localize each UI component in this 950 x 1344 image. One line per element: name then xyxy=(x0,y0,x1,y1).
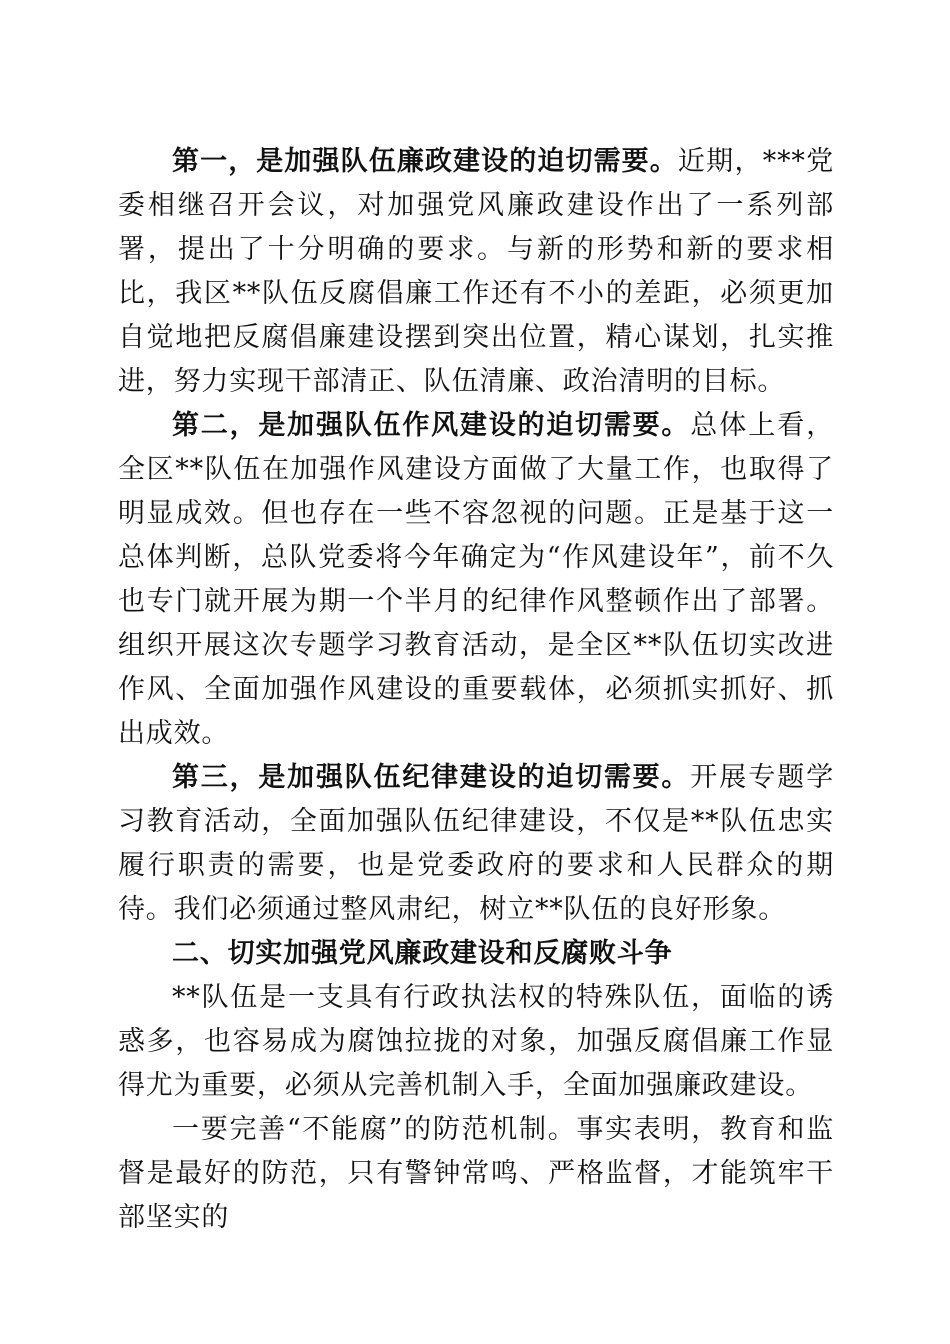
paragraph-second-lead: 第二，是加强队伍作风建设的迫切需要。 xyxy=(172,410,691,441)
section-paragraph-mechanism: 一要完善“不能腐”的防范机制。事实表明，教育和监督是最好的防范，只有警钟常鸣、严格监督，才能筑牢干部坚实的 xyxy=(118,1114,834,1233)
paragraph-second-body: 总体上看，全区**队伍在加强作风建设方面做了大量工作，也取得了明显成效。但也存在一些不容忽视的问题。正是基于这一总体判断，总队党委将今年确定为“作风建设年”，前不久也专门就开展为期一个半月的纪律作风整顿作出了部署。组织开展这次专题学习教育活动，是全区**队伍切实改进作风、全面加强作风建设的重要载体，必须抓实抓好、抓出成效。 xyxy=(118,410,834,749)
paragraph-second xyxy=(118,404,834,756)
paragraph-third-lead: 第三，是加强队伍纪律建设的迫切需要。 xyxy=(172,762,691,793)
paragraph-third-body: 开展专题学习教育活动，全面加强队伍纪律建设，不仅是**队伍忠实履行职责的需要，也是党委政府的要求和人民群众的期待。我们必须通过整风肃纪，树立**队伍的良好形象。 xyxy=(118,762,834,925)
document-body xyxy=(118,140,834,1240)
paragraph-first xyxy=(118,140,834,404)
paragraph-first-body: 近期，***党委相继召开会议，对加强党风廉政建设作出了一系列部署，提出了十分明确的要求。与新的形势和新的要求相比，我区**队伍反腐倡廉工作还有不小的差距，必须更加自觉地把反腐倡廉建设摆到突出位置，精心谋划，扎实推进，努力实现干部清正、队伍清廉、政治清明的目标。 xyxy=(118,146,834,397)
section-heading: 二、切实加强党风廉政建设和反腐败斗争 xyxy=(172,938,673,969)
section-paragraph-intro: **队伍是一支具有行政执法权的特殊队伍，面临的诱惑多，也容易成为腐蚀拉拢的对象，加强反腐倡廉工作显得尤为重要，必须从完善机制入手，全面加强廉政建设。 xyxy=(118,982,834,1101)
paragraph-first-lead: 第一，是加强队伍廉政建设的迫切需要。 xyxy=(172,146,678,177)
paragraph-third xyxy=(118,756,834,932)
